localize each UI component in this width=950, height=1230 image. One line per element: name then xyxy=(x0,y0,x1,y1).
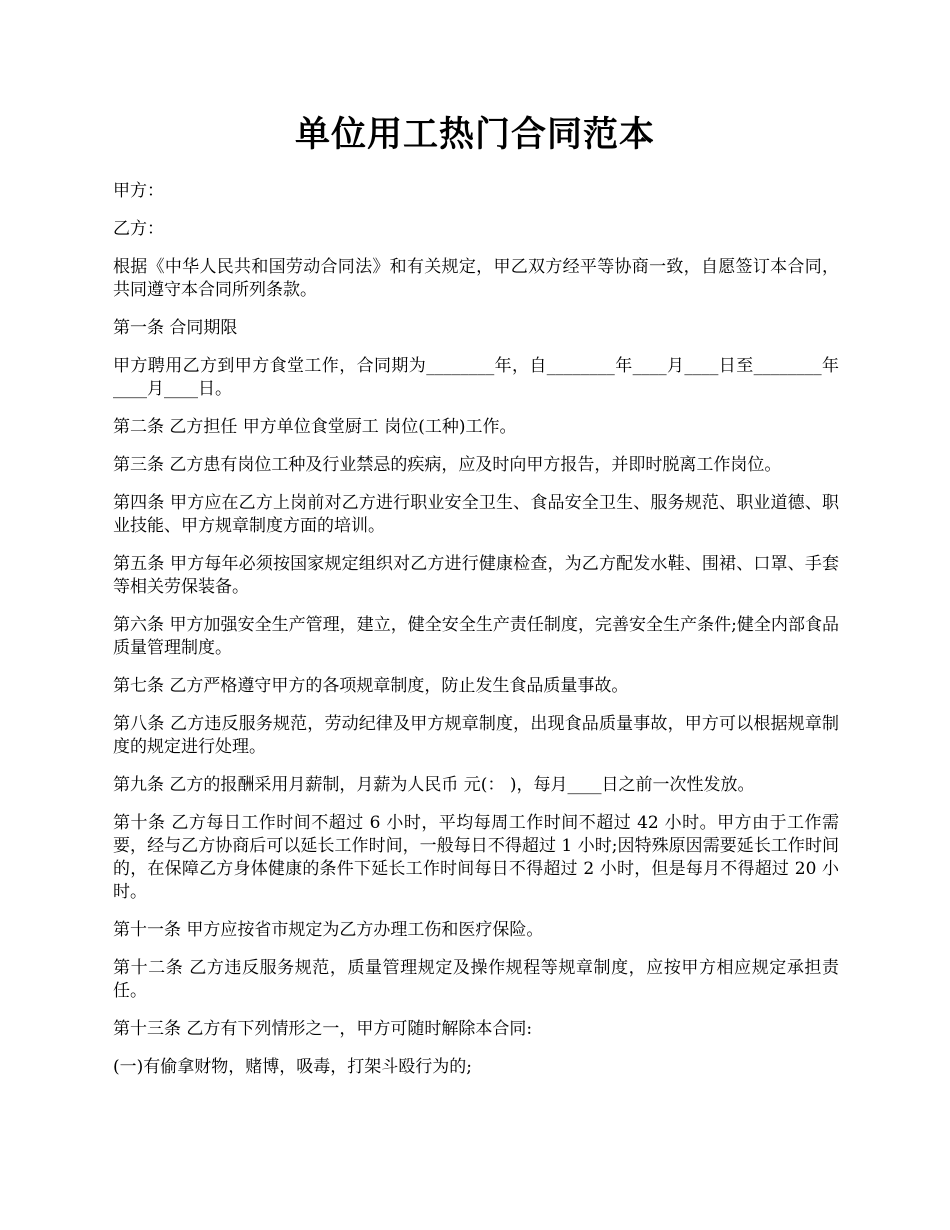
article-2: 第二条 乙方担任 甲方单位食堂厨工 岗位(工种)工作。 xyxy=(113,417,517,437)
document-title: 单位用工热门合同范本 xyxy=(294,114,655,155)
article-1-body: 甲方聘用乙方到甲方食堂工作，合同期为________年，自________年____月____日至________年____月____日。 xyxy=(113,356,839,399)
article-7: 第七条 乙方严格遵守甲方的各项规章制度，防止发生食品质量事故。 xyxy=(113,676,629,696)
article-13: 第十三条 乙方有下列情形之一，甲方可随时解除本合同: xyxy=(113,1019,533,1039)
article-5: 第五条 甲方每年必须按国家规定组织对乙方进行健康检查，为乙方配发水鞋、围裙、口罩、手套等相关劳保装备。 xyxy=(113,554,839,597)
article-1-heading: 第一条 合同期限 xyxy=(113,318,238,338)
party-b-line: 乙方： xyxy=(113,219,164,239)
preamble-paragraph: 根据《中华人民共和国劳动合同法》和有关规定，甲乙双方经平等协商一致，自愿签订本合同，共同遵守本合同所列条款。 xyxy=(113,257,839,300)
document-body xyxy=(113,180,839,1094)
article-13-item-1: (一)有偷拿财物，赌博，吸毒，打架斗殴行为的; xyxy=(113,1057,472,1077)
article-10: 第十条 乙方每日工作时间不超过 6 小时，平均每周工作时间不超过 42 小时。甲方由于工作需要，经与乙方协商后可以延长工作时间，一般每日不得超过 1 小时;因特殊原因需要延长工作时间的，在保障乙方身体健康的条件下延长工作时间每日不得超过 2 小时，但是每月不得超过 20 小时。 xyxy=(113,813,839,902)
article-4: 第四条 甲方应在乙方上岗前对乙方进行职业安全卫生、食品安全卫生、服务规范、职业道德、职业技能、甲方规章制度方面的培训。 xyxy=(113,493,839,536)
article-8: 第八条 乙方违反服务规范，劳动纪律及甲方规章制度，出现食品质量事故，甲方可以根据规章制度的规定进行处理。 xyxy=(113,714,839,757)
party-a-line: 甲方： xyxy=(113,181,164,201)
article-9: 第九条 乙方的报酬采用月薪制，月薪为人民币 元(： )，每月____日之前一次性发放。 xyxy=(113,775,755,795)
article-3: 第三条 乙方患有岗位工种及行业禁忌的疾病，应及时向甲方报告，并即时脱离工作岗位。 xyxy=(113,455,782,475)
article-12: 第十二条 乙方违反服务规范，质量管理规定及操作规程等规章制度，应按甲方相应规定承担责任。 xyxy=(113,958,839,1001)
article-6: 第六条 甲方加强安全生产管理，建立，健全安全生产责任制度，完善安全生产条件;健全内部食品质量管理制度。 xyxy=(113,615,839,658)
article-11: 第十一条 甲方应按省市规定为乙方办理工伤和医疗保险。 xyxy=(113,920,544,940)
